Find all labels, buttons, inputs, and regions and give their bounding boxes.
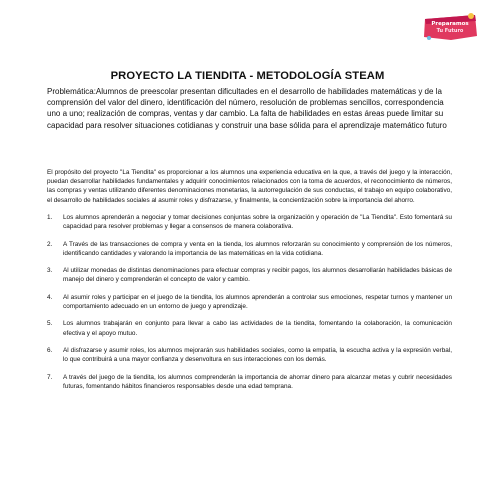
document-title: PROYECTO LA TIENDITA - METODOLOGÍA STEAM bbox=[110, 70, 385, 82]
list-item-number: 6. bbox=[47, 346, 53, 354]
list-item-text: A través del juego de la tiendita, los alumnos comprenderán la importancia de ahorrar dinero para alcanzar metas y cubrir necesidades futuras, fomentando hábitos financieros responsables desde una edad temprana. bbox=[63, 373, 452, 390]
logo-line-1: Preparamos bbox=[431, 21, 469, 27]
brand-logo bbox=[421, 12, 479, 42]
list-item bbox=[47, 293, 452, 320]
list-item bbox=[47, 213, 452, 240]
list-item bbox=[47, 319, 452, 346]
list-item-number: 7. bbox=[47, 373, 53, 381]
purpose-paragraph: El propósito del proyecto "La Tiendita" es proporcionar a los alumnos una experiencia educativa en la que, a través del juego y la interacción, puedan desarrollar habilidades fundamentales y adquirir conocimientos relacionados con la toma de acuerdos, el reconocimiento de números, las compras y ventas utilizando diferentes denominaciones monetarias, la autorregulación de sus conductas, el trabajo en equipo colaborativo, el desarrollo de habilidades sociales al asumir roles y disfrazarse, y finalmente, la concientización sobre la importancia del ahorro. bbox=[47, 169, 452, 204]
list-item-number: 3. bbox=[47, 267, 53, 275]
list-item-text: Al asumir roles y participar en el juego de la tiendita, los alumnos aprenderán a controlar sus emociones, respetar turnos y mantener un comportamiento adecuado en un entorno de juego y aprendizaje. bbox=[63, 293, 452, 310]
list-item-text: Los alumnos aprenderán a negociar y tomar decisiones conjuntas sobre la organización y operación de "La Tiendita". Esto fomentará su capacidad para resolver problemas y llegar a consensos de manera colaborativa. bbox=[63, 214, 452, 231]
list-item bbox=[47, 373, 452, 400]
list-item-number: 1. bbox=[47, 214, 53, 221]
list-item bbox=[47, 346, 452, 373]
logo-line-2: Tu Futuro bbox=[436, 28, 464, 34]
problem-statement: Problemática:Alumnos de preescolar presentan dificultades en el desarrollo de habilidades matemáticas y de la comprensión del valor del dinero, identificación del número, resolución de problemas sencillos, correspondencia uno a uno; realización de compras, ventas y dar cambio. La falta de habilidades en estas áreas puede limitar su capacidad para resolver situaciones cotidianas y construir una base sólida para el aprendizaje matemático futuro bbox=[47, 87, 447, 130]
list-item-text: Los alumnos trabajarán en conjunto para llevar a cabo las actividades de la tiendita, fomentando la colaboración, la comunicación efectiva y el apoyo mutuo. bbox=[63, 320, 452, 337]
list-item-number: 2. bbox=[47, 240, 53, 248]
list-item bbox=[47, 240, 452, 267]
list-item-number: 5. bbox=[47, 320, 53, 328]
list-item-text: Al utilizar monedas de distintas denominaciones para efectuar compras y recibir pagos, los alumnos desarrollarán habilidades básicas de manejo del dinero y comprenderán el concepto de valor y cambio. bbox=[63, 267, 452, 284]
list-item-number: 4. bbox=[47, 293, 53, 301]
document-body bbox=[47, 168, 452, 399]
list-item-text: A Través de las transacciones de compra y venta en la tienda, los alumnos reforzarán su conocimiento y comprensión de los números, identificando cantidades y valorando la importancia de las matemáticas en la vida cotidiana. bbox=[63, 240, 452, 257]
list-item-text: Al disfrazarse y asumir roles, los alumnos mejorarán sus habilidades sociales, como la empatía, la escucha activa y la expresión verbal, lo que contribuirá a una mayor confianza y desenvoltura en sus interacciones con los demás. bbox=[63, 346, 452, 364]
list-item bbox=[47, 266, 452, 293]
